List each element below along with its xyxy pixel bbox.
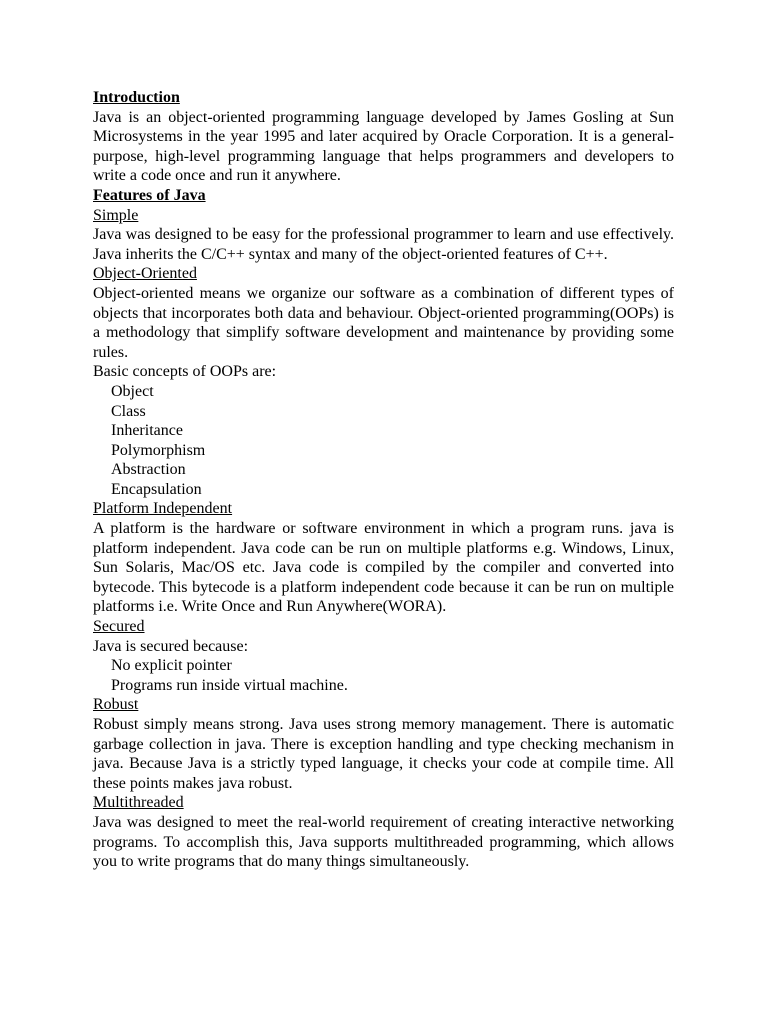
object-oriented-paragraph: Object-oriented means we organize our software as a combination of different types of objects that incorporates both data and behaviour. Object-oriented programming(OOPs) is a methodology that simplify software development and maintenance by providing some rules. — [93, 284, 674, 361]
list-item: Object — [111, 382, 154, 400]
list-item: Polymorphism — [111, 441, 206, 459]
introduction-heading: Introduction — [93, 89, 180, 106]
simple-heading: Simple — [93, 206, 139, 224]
list-item: Class — [111, 402, 146, 420]
introduction-paragraph: Java is an object-oriented programming language developed by James Gosling at Sun Microsystems in the year 1995 and later acquired by Oracle Corporation. It is a general-purpose, high-level programming language that helps programmers and developers to write a code once and run it anywhere. — [93, 108, 674, 185]
features-heading: Features of Java — [93, 186, 206, 204]
document-page — [93, 88, 674, 872]
list-item: Abstraction — [111, 461, 186, 479]
platform-independent-paragraph: A platform is the hardware or software environment in which a program runs. java is platform independent. Java code can be run on multiple platforms e.g. Windows, Linux, Sun Solaris, Mac/OS etc. Java code is compiled by the compiler and converted into bytecode. This bytecode is a platform independent code because it can be run on multiple platforms i.e. Write Once and Run Anywhere(WORA). — [93, 520, 674, 616]
list-item: No explicit pointer — [111, 657, 232, 675]
platform-independent-heading: Platform Independent — [93, 500, 233, 518]
multithreaded-paragraph: Java was designed to meet the real-world requirement of creating interactive networking programs. To accomplish this, Java supports multithreaded programming, which allows you to write programs that do many things simultaneously. — [93, 813, 674, 871]
object-oriented-heading: Object-Oriented — [93, 265, 197, 283]
multithreaded-heading: Multithreaded — [93, 794, 184, 812]
robust-heading: Robust — [93, 696, 139, 714]
list-item: Programs run inside virtual machine. — [111, 676, 348, 694]
secured-intro: Java is secured because: — [93, 637, 249, 655]
oops-concepts-list — [93, 382, 674, 500]
list-item: Inheritance — [111, 422, 183, 440]
robust-paragraph: Robust simply means strong. Java uses strong memory management. There is automatic garbage collection in java. There is exception handling and type checking mechanism in java. Because Java is a strictly typed language, it checks your code at compile time. All these points makes java robust. — [93, 716, 674, 792]
oops-concepts-intro: Basic concepts of OOPs are: — [93, 363, 277, 381]
secured-points-list — [93, 656, 674, 695]
secured-heading: Secured — [93, 618, 145, 636]
list-item: Encapsulation — [111, 480, 202, 498]
simple-paragraph: Java was designed to be easy for the professional programmer to learn and use effectively. Java inherits the C/C++ syntax and many of the object-oriented features of C++. — [93, 226, 674, 263]
